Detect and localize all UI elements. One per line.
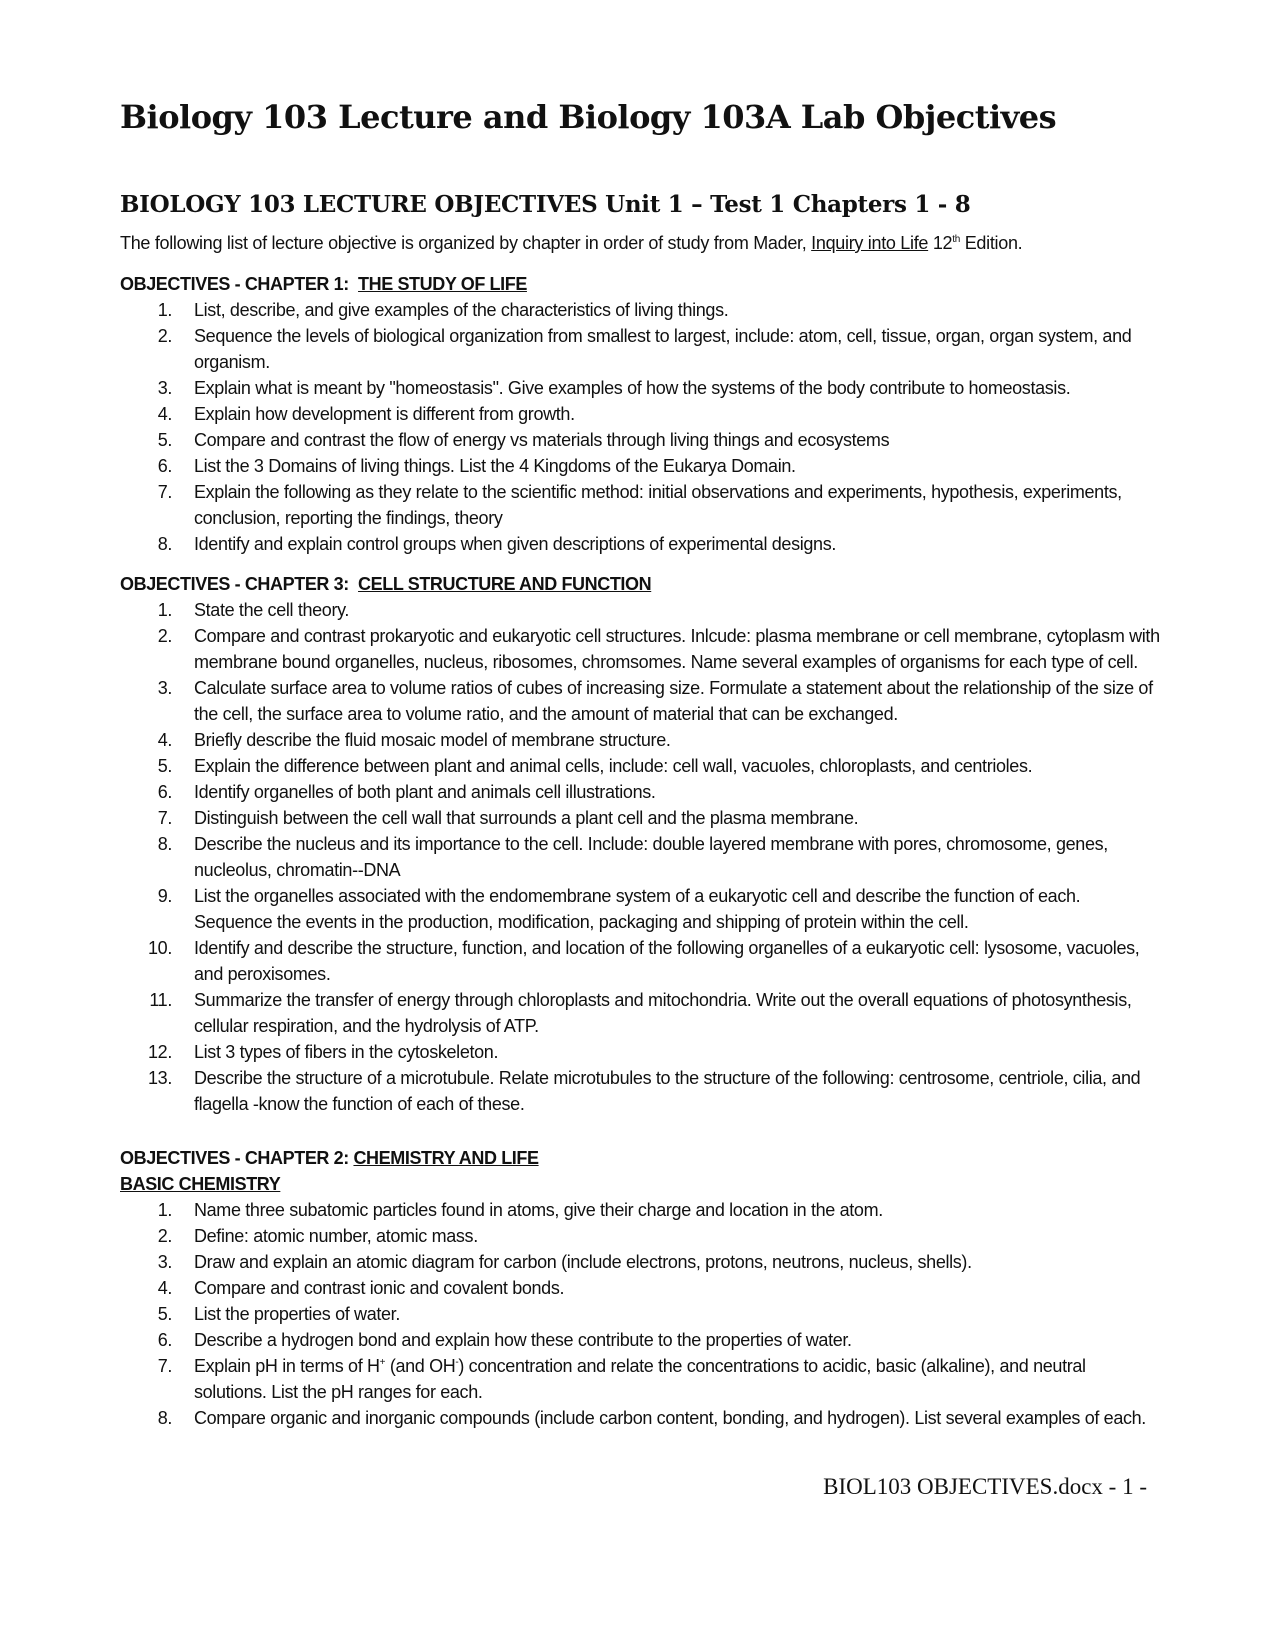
list-item: 7. Explain the following as they relate to the scientific method: initial observations and experiments, hypothesis, experiments, conclusion, reporting the findings, theory bbox=[157, 482, 1122, 528]
book-title: Inquiry into Life bbox=[811, 233, 929, 253]
list-item: 5. Explain the difference between plant and animal cells, include: cell wall, vacuoles, chloroplasts, and centrioles. bbox=[157, 756, 1033, 776]
chapter-2-heading bbox=[120, 1145, 1160, 1171]
list-item: 11. Summarize the transfer of energy through chloroplasts and mitochondria. Write out the overall equations of photosynthesis, cellular respiration, and the hydrolysis of ATP. bbox=[149, 990, 1132, 1036]
chapter-1-heading bbox=[120, 271, 1160, 297]
list-item: 5. List the properties of water. bbox=[157, 1304, 400, 1324]
document-title: Biology 103 Lecture and Biology 103A Lab Objectives bbox=[120, 98, 1057, 136]
list-item: 4. Briefly describe the fluid mosaic model of membrane structure. bbox=[157, 730, 671, 750]
list-item-ph: 7. Explain pH in terms of H+ (and OH-) concentration and relate the concentrations to acidic, basic (alkaline), and neutral solutions. List the pH ranges for each. bbox=[157, 1356, 1086, 1402]
list-item: 4. Explain how development is different from growth. bbox=[157, 404, 575, 424]
list-item: 3. Explain what is meant by "homeostasis". Give examples of how the systems of the body contribute to homeostasis. bbox=[157, 378, 1071, 398]
list-item: 5. Compare and contrast the flow of energy vs materials through living things and ecosystems bbox=[157, 430, 890, 450]
chapter-1-section bbox=[120, 271, 1160, 557]
chapter-2-topic: CHEMISTRY AND LIFE bbox=[353, 1148, 539, 1168]
chapter-3-heading bbox=[120, 571, 1160, 597]
list-item: 8. Identify and explain control groups when given descriptions of experimental designs. bbox=[157, 534, 836, 554]
edition-superscript: th bbox=[952, 234, 961, 245]
chapter-2-section bbox=[120, 1145, 1160, 1431]
list-item: 13. Describe the structure of a microtubule. Relate microtubules to the structure of the following: centrosome, centriole, cilia, and flagella -know the function of each of these. bbox=[148, 1068, 1141, 1114]
list-item: 10. Identify and describe the structure, function, and location of the following organelles of a eukaryotic cell: lysosome, vacuoles, and peroxisomes. bbox=[148, 938, 1140, 984]
list-item: 6. List the 3 Domains of living things. List the 4 Kingdoms of the Eukarya Domain. bbox=[157, 456, 796, 476]
list-item: 7. Distinguish between the cell wall that surrounds a plant cell and the plasma membrane. bbox=[157, 808, 859, 828]
chapter-2-objectives bbox=[120, 1197, 1160, 1431]
list-item: 2. Sequence the levels of biological organization from smallest to largest, include: atom, cell, tissue, organ, organ system, and organism. bbox=[157, 326, 1132, 372]
chapter-3-topic: CELL STRUCTURE AND FUNCTION bbox=[358, 574, 652, 594]
unit-heading: BIOLOGY 103 LECTURE OBJECTIVES Unit 1 – Test 1 Chapters 1 - 8 bbox=[120, 191, 971, 218]
list-item: 1. Name three subatomic particles found in atoms, give their charge and location in the atom. bbox=[157, 1200, 883, 1220]
list-item: 12. List 3 types of fibers in the cytoskeleton. bbox=[148, 1042, 499, 1062]
chapter-2-label: OBJECTIVES - CHAPTER 2: bbox=[120, 1148, 349, 1168]
list-item: 8. Compare organic and inorganic compounds (include carbon content, bonding, and hydrogen). List several examples of each. bbox=[157, 1408, 1146, 1428]
chapter-3-label: OBJECTIVES - CHAPTER 3: bbox=[120, 574, 349, 594]
basic-chemistry-subheading: BASIC CHEMISTRY bbox=[120, 1174, 281, 1194]
list-item: 3. Calculate surface area to volume ratios of cubes of increasing size. Formulate a statement about the relationship of the size of the cell, the surface area to volume ratio, and the amount of material that can be exchanged. bbox=[157, 678, 1153, 724]
intro-suffix: Edition. bbox=[960, 233, 1023, 253]
chapter-1-objectives bbox=[120, 297, 1160, 557]
intro-prefix: The following list of lecture objective is organized by chapter in order of study from Mader, bbox=[120, 233, 812, 253]
list-item: 4. Compare and contrast ionic and covalent bonds. bbox=[157, 1278, 565, 1298]
list-item: 8. Describe the nucleus and its importance to the cell. Include: double layered membrane with pores, chromosome, genes, nucleolus, chromatin--DNA bbox=[157, 834, 1108, 880]
chapter-3-objectives bbox=[120, 597, 1160, 1117]
list-item: 3. Draw and explain an atomic diagram for carbon (include electrons, protons, neutrons, nucleus, shells). bbox=[157, 1252, 972, 1272]
edition-number: 12 bbox=[928, 233, 953, 253]
page-footer: BIOL103 OBJECTIVES.docx - 1 - bbox=[823, 1474, 1147, 1499]
intro-paragraph bbox=[120, 233, 1022, 253]
list-item: 2. Compare and contrast prokaryotic and eukaryotic cell structures. Inlcude: plasma membrane or cell membrane, cytoplasm with membrane bound organelles, nucleus, ribosomes, chromsomes. Name several examples of organisms for each type of cell. bbox=[157, 626, 1160, 672]
list-item: 9. List the organelles associated with the endomembrane system of a eukaryotic cell and describe the function of each. Sequence the events in the production, modification, packaging and shipping of protein within the cell. bbox=[157, 886, 1081, 932]
list-item: 2. Define: atomic number, atomic mass. bbox=[157, 1226, 478, 1246]
list-item: 1. List, describe, and give examples of the characteristics of living things. bbox=[157, 300, 729, 320]
chapter-1-topic: THE STUDY OF LIFE bbox=[358, 274, 527, 294]
list-item: 1. State the cell theory. bbox=[157, 600, 350, 620]
chapter-1-label: OBJECTIVES - CHAPTER 1: bbox=[120, 274, 349, 294]
list-item: 6. Identify organelles of both plant and animals cell illustrations. bbox=[157, 782, 656, 802]
chapter-3-section bbox=[120, 571, 1160, 1117]
list-item: 6. Describe a hydrogen bond and explain how these contribute to the properties of water. bbox=[157, 1330, 852, 1350]
